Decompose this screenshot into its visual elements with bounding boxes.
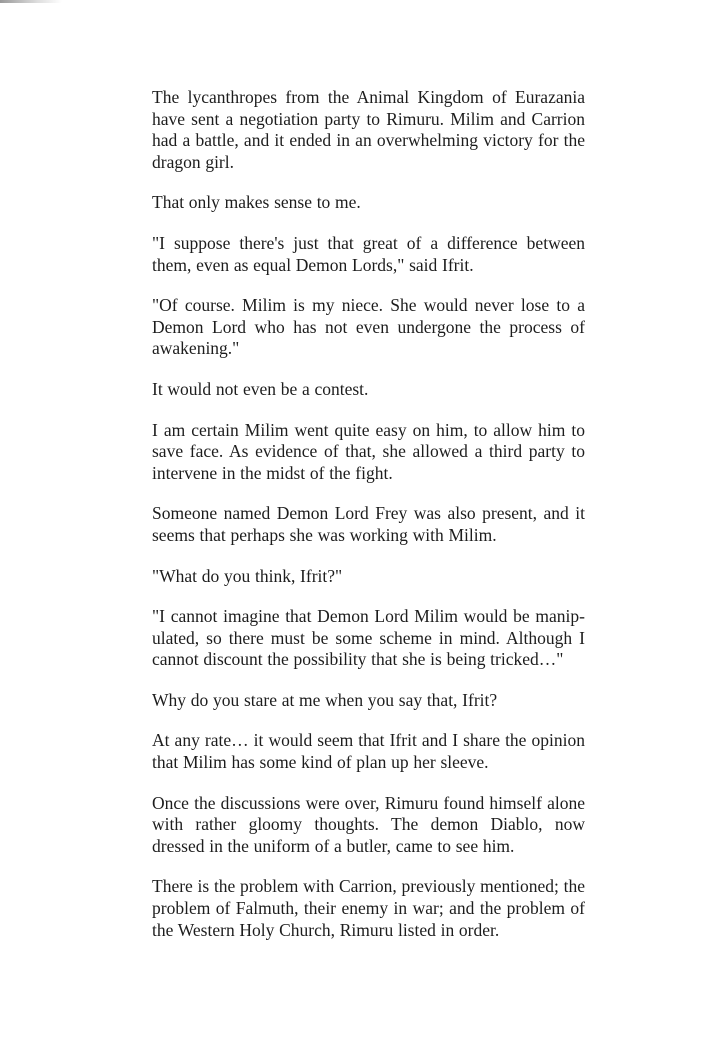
paragraph-narration: The lycanthropes from the Animal Kingdom of Eurazania have sent a negotiation party to Rimuru. Milim and Carrion had a battle, and it ended in an overwhelming victory for the dragon girl.: [152, 87, 585, 172]
page-text-column: [152, 87, 585, 941]
paragraph-dialogue: "Of course. Milim is my niece. She would never lose to a Demon Lord who has not even undergone the process of awakening.": [152, 295, 585, 359]
paragraph-dialogue: "I cannot imagine that Demon Lord Milim would be manipulated, so there must be some scheme in mind. Although I cannot discount the possibility that she is being tricked…": [152, 606, 585, 670]
paragraph-narration: That only makes sense to me.: [152, 192, 361, 213]
paragraph-narration: There is the problem with Carrion, previously mentioned; the problem of Falmuth, their enemy in war; and the problem of the Western Holy Church, Rimuru listed in order.: [152, 876, 585, 940]
paragraph-narration: Why do you stare at me when you say that, Ifrit?: [152, 689, 498, 710]
paragraph-narration: At any rate… it would seem that Ifrit and I share the opinion that Milim has some kind of plan up her sleeve.: [152, 730, 585, 773]
paragraph-narration: Once the discussions were over, Rimuru found himself alone with rather gloomy thoughts. The demon Diablo, now dressed in the uniform of a butler, came to see him.: [152, 792, 585, 856]
scan-edge-artifact: [0, 0, 62, 3]
paragraph-narration: I am certain Milim went quite easy on him, to allow him to save face. As evidence of that, she allowed a third party to intervene in the midst of the fight.: [152, 419, 585, 483]
paragraph-dialogue: "What do you think, Ifrit?": [152, 565, 343, 586]
paragraph-narration: Someone named Demon Lord Frey was also present, and it seems that perhaps she was working with Milim.: [152, 503, 585, 545]
paragraph-dialogue: "I suppose there's just that great of a difference between them, even as equal Demon Lords," said Ifrit.: [152, 232, 585, 275]
paragraph-narration: It would not even be a contest.: [152, 378, 369, 399]
